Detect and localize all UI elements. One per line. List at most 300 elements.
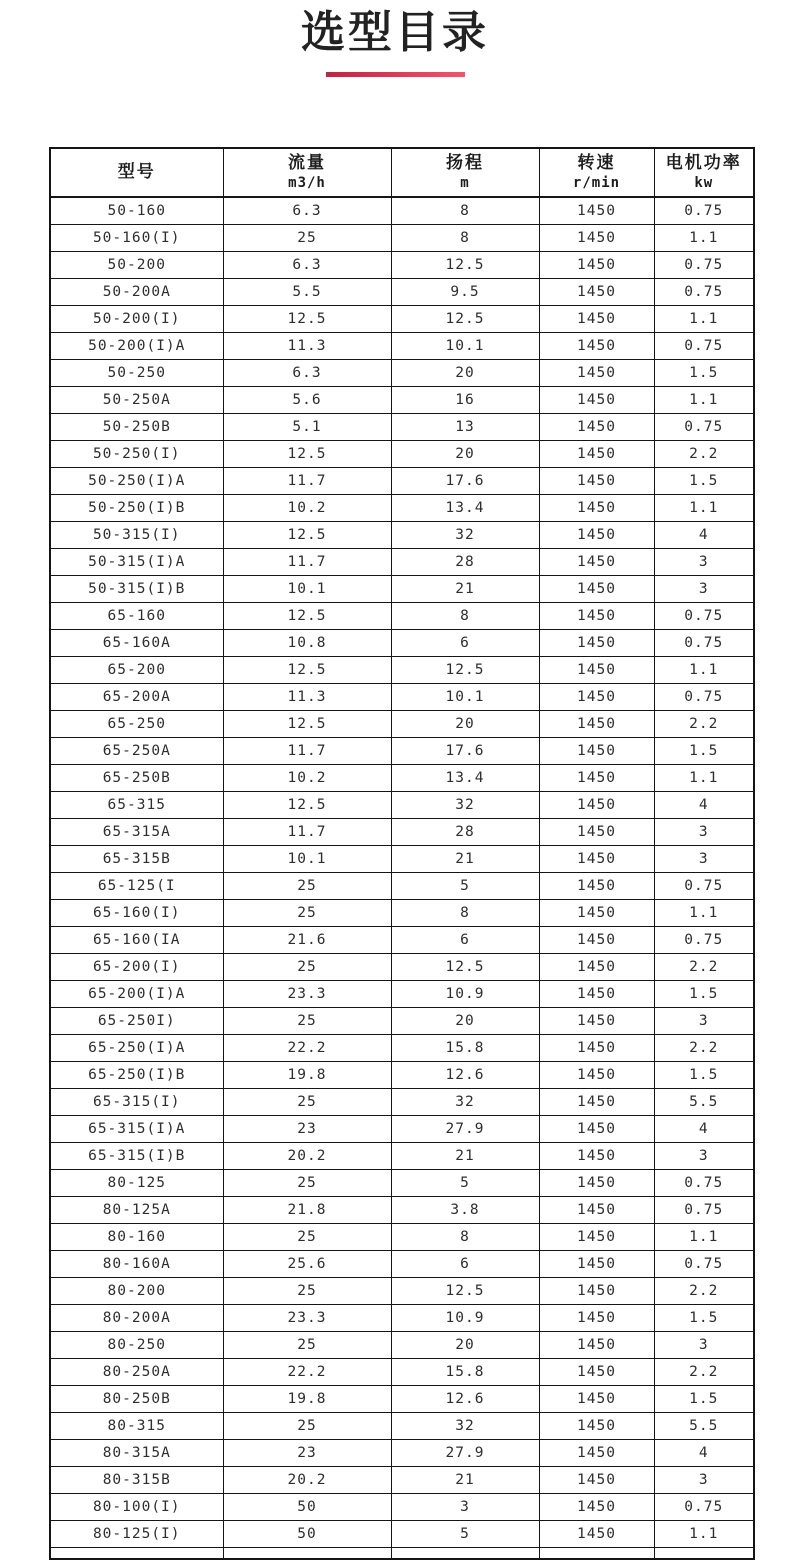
model-cell: 50-250 bbox=[50, 360, 223, 387]
value-cell: 1450 bbox=[539, 1386, 654, 1413]
value-cell: 4 bbox=[654, 1116, 754, 1143]
value-cell: 0.75 bbox=[654, 927, 754, 954]
table-row bbox=[50, 468, 754, 495]
value-cell: 12.5 bbox=[223, 441, 391, 468]
model-cell: 50-315(I)B bbox=[50, 576, 223, 603]
value-cell: 1450 bbox=[539, 846, 654, 873]
model-cell: 80-315 bbox=[50, 1413, 223, 1440]
model-cell: 50-315(I)A bbox=[50, 549, 223, 576]
table-row bbox=[50, 738, 754, 765]
value-cell: 1450 bbox=[539, 1143, 654, 1170]
model-cell: 65-250A bbox=[50, 738, 223, 765]
value-cell: 12.5 bbox=[223, 603, 391, 630]
value-cell: 1450 bbox=[539, 1116, 654, 1143]
value-cell: 4 bbox=[654, 1440, 754, 1467]
value-cell: 25 bbox=[223, 1278, 391, 1305]
value-cell: 6 bbox=[391, 1251, 539, 1278]
column-unit: m3/h bbox=[288, 174, 326, 191]
value-cell: 4 bbox=[654, 522, 754, 549]
value-cell: 1450 bbox=[539, 1008, 654, 1035]
value-cell: 11.7 bbox=[223, 738, 391, 765]
value-cell: 2.2 bbox=[654, 441, 754, 468]
value-cell: 4 bbox=[654, 792, 754, 819]
value-cell: 12.5 bbox=[391, 252, 539, 279]
value-cell: 25.6 bbox=[223, 1251, 391, 1278]
value-cell: 25 bbox=[223, 1170, 391, 1197]
value-cell: 28 bbox=[391, 549, 539, 576]
value-cell: 1450 bbox=[539, 522, 654, 549]
value-cell: 25 bbox=[223, 225, 391, 252]
table-header bbox=[50, 148, 754, 197]
table-row bbox=[50, 927, 754, 954]
value-cell: 23 bbox=[223, 1440, 391, 1467]
table-row-partial bbox=[50, 1548, 754, 1560]
value-cell: 0.75 bbox=[654, 197, 754, 225]
model-cell: 65-200(I)A bbox=[50, 981, 223, 1008]
table-row bbox=[50, 846, 754, 873]
model-cell: 50-250A bbox=[50, 387, 223, 414]
value-cell: 20.2 bbox=[223, 1143, 391, 1170]
value-cell: 10.1 bbox=[391, 684, 539, 711]
value-cell: 21 bbox=[391, 846, 539, 873]
value-cell: 21 bbox=[391, 576, 539, 603]
value-cell: 1450 bbox=[539, 1467, 654, 1494]
value-cell: 1450 bbox=[539, 225, 654, 252]
value-cell: 19.8 bbox=[223, 1062, 391, 1089]
table-row bbox=[50, 1440, 754, 1467]
empty-cell bbox=[50, 1548, 223, 1560]
value-cell: 8 bbox=[391, 1224, 539, 1251]
model-cell: 50-250(I) bbox=[50, 441, 223, 468]
value-cell: 1450 bbox=[539, 1440, 654, 1467]
value-cell: 1.1 bbox=[654, 495, 754, 522]
value-cell: 32 bbox=[391, 1413, 539, 1440]
value-cell: 12.6 bbox=[391, 1386, 539, 1413]
table-row bbox=[50, 792, 754, 819]
value-cell: 1.5 bbox=[654, 468, 754, 495]
value-cell: 1450 bbox=[539, 873, 654, 900]
value-cell: 10.1 bbox=[223, 846, 391, 873]
value-cell: 3 bbox=[654, 576, 754, 603]
value-cell: 2.2 bbox=[654, 711, 754, 738]
value-cell: 1450 bbox=[539, 819, 654, 846]
value-cell: 1450 bbox=[539, 1332, 654, 1359]
model-cell: 80-125 bbox=[50, 1170, 223, 1197]
value-cell: 5.5 bbox=[654, 1413, 754, 1440]
value-cell: 6.3 bbox=[223, 197, 391, 225]
value-cell: 3 bbox=[654, 819, 754, 846]
value-cell: 1450 bbox=[539, 1494, 654, 1521]
model-cell: 50-160(I) bbox=[50, 225, 223, 252]
value-cell: 10.1 bbox=[223, 576, 391, 603]
value-cell: 15.8 bbox=[391, 1359, 539, 1386]
table-row bbox=[50, 1494, 754, 1521]
model-cell: 50-160 bbox=[50, 197, 223, 225]
table-row bbox=[50, 819, 754, 846]
model-cell: 80-125(I) bbox=[50, 1521, 223, 1548]
value-cell: 1.1 bbox=[654, 900, 754, 927]
value-cell: 1450 bbox=[539, 1224, 654, 1251]
model-cell: 65-160A bbox=[50, 630, 223, 657]
value-cell: 10.2 bbox=[223, 495, 391, 522]
value-cell: 23.3 bbox=[223, 981, 391, 1008]
value-cell: 5.6 bbox=[223, 387, 391, 414]
value-cell: 20 bbox=[391, 711, 539, 738]
empty-cell bbox=[391, 1548, 539, 1560]
table-row bbox=[50, 657, 754, 684]
header-row bbox=[50, 148, 754, 197]
value-cell: 1450 bbox=[539, 603, 654, 630]
column-header-power bbox=[654, 148, 754, 197]
model-cell: 80-315A bbox=[50, 1440, 223, 1467]
value-cell: 25 bbox=[223, 1332, 391, 1359]
value-cell: 9.5 bbox=[391, 279, 539, 306]
model-cell: 65-250 bbox=[50, 711, 223, 738]
model-cell: 50-250(I)A bbox=[50, 468, 223, 495]
value-cell: 1450 bbox=[539, 360, 654, 387]
model-cell: 80-250A bbox=[50, 1359, 223, 1386]
value-cell: 1450 bbox=[539, 468, 654, 495]
value-cell: 1450 bbox=[539, 414, 654, 441]
model-cell: 65-125(I bbox=[50, 873, 223, 900]
model-cell: 80-160 bbox=[50, 1224, 223, 1251]
value-cell: 3 bbox=[654, 1143, 754, 1170]
value-cell: 1450 bbox=[539, 1062, 654, 1089]
table-row bbox=[50, 603, 754, 630]
value-cell: 0.75 bbox=[654, 603, 754, 630]
model-cell: 65-250B bbox=[50, 765, 223, 792]
value-cell: 10.1 bbox=[391, 333, 539, 360]
value-cell: 1450 bbox=[539, 1278, 654, 1305]
table-row bbox=[50, 765, 754, 792]
value-cell: 25 bbox=[223, 1008, 391, 1035]
table-row bbox=[50, 1089, 754, 1116]
table-row bbox=[50, 279, 754, 306]
table-row bbox=[50, 360, 754, 387]
value-cell: 0.75 bbox=[654, 1494, 754, 1521]
value-cell: 2.2 bbox=[654, 1035, 754, 1062]
value-cell: 11.7 bbox=[223, 549, 391, 576]
value-cell: 50 bbox=[223, 1521, 391, 1548]
model-cell: 65-160(IA bbox=[50, 927, 223, 954]
table-row bbox=[50, 873, 754, 900]
table-row bbox=[50, 684, 754, 711]
value-cell: 1450 bbox=[539, 927, 654, 954]
value-cell: 3.8 bbox=[391, 1197, 539, 1224]
value-cell: 1.5 bbox=[654, 360, 754, 387]
model-cell: 65-250(I)B bbox=[50, 1062, 223, 1089]
table-row bbox=[50, 1116, 754, 1143]
value-cell: 1450 bbox=[539, 279, 654, 306]
value-cell: 1450 bbox=[539, 333, 654, 360]
model-cell: 65-315(I)B bbox=[50, 1143, 223, 1170]
value-cell: 1.5 bbox=[654, 981, 754, 1008]
value-cell: 1.5 bbox=[654, 1062, 754, 1089]
value-cell: 1450 bbox=[539, 1359, 654, 1386]
value-cell: 1.1 bbox=[654, 765, 754, 792]
value-cell: 0.75 bbox=[654, 333, 754, 360]
table-row bbox=[50, 495, 754, 522]
model-cell: 65-315(I)A bbox=[50, 1116, 223, 1143]
table-row bbox=[50, 1143, 754, 1170]
value-cell: 20 bbox=[391, 1008, 539, 1035]
value-cell: 28 bbox=[391, 819, 539, 846]
value-cell: 5 bbox=[391, 1170, 539, 1197]
value-cell: 0.75 bbox=[654, 630, 754, 657]
value-cell: 3 bbox=[654, 1008, 754, 1035]
value-cell: 13 bbox=[391, 414, 539, 441]
value-cell: 0.75 bbox=[654, 873, 754, 900]
table-row bbox=[50, 1197, 754, 1224]
value-cell: 1450 bbox=[539, 495, 654, 522]
value-cell: 1.1 bbox=[654, 225, 754, 252]
model-cell: 65-250I) bbox=[50, 1008, 223, 1035]
column-label: 流量 bbox=[288, 152, 326, 173]
value-cell: 6 bbox=[391, 630, 539, 657]
value-cell: 32 bbox=[391, 792, 539, 819]
table-row bbox=[50, 711, 754, 738]
column-header-flow bbox=[223, 148, 391, 197]
column-unit: kw bbox=[694, 174, 714, 191]
table-row bbox=[50, 1062, 754, 1089]
table-row bbox=[50, 414, 754, 441]
value-cell: 8 bbox=[391, 603, 539, 630]
value-cell: 5.1 bbox=[223, 414, 391, 441]
value-cell: 1450 bbox=[539, 1251, 654, 1278]
model-cell: 80-200 bbox=[50, 1278, 223, 1305]
value-cell: 0.75 bbox=[654, 684, 754, 711]
title-underline bbox=[326, 72, 465, 77]
value-cell: 3 bbox=[654, 549, 754, 576]
value-cell: 6.3 bbox=[223, 360, 391, 387]
table-row bbox=[50, 1008, 754, 1035]
column-header-model bbox=[50, 148, 223, 197]
value-cell: 22.2 bbox=[223, 1359, 391, 1386]
value-cell: 1450 bbox=[539, 387, 654, 414]
empty-cell bbox=[539, 1548, 654, 1560]
value-cell: 0.75 bbox=[654, 414, 754, 441]
model-cell: 80-160A bbox=[50, 1251, 223, 1278]
value-cell: 5 bbox=[391, 1521, 539, 1548]
value-cell: 17.6 bbox=[391, 738, 539, 765]
value-cell: 1450 bbox=[539, 576, 654, 603]
model-cell: 80-315B bbox=[50, 1467, 223, 1494]
value-cell: 1450 bbox=[539, 900, 654, 927]
table-row bbox=[50, 1035, 754, 1062]
value-cell: 21 bbox=[391, 1143, 539, 1170]
value-cell: 5 bbox=[391, 873, 539, 900]
value-cell: 12.5 bbox=[391, 657, 539, 684]
column-header-speed bbox=[539, 148, 654, 197]
value-cell: 32 bbox=[391, 1089, 539, 1116]
model-cell: 50-200A bbox=[50, 279, 223, 306]
value-cell: 3 bbox=[654, 1332, 754, 1359]
model-cell: 65-200 bbox=[50, 657, 223, 684]
value-cell: 1.5 bbox=[654, 1386, 754, 1413]
value-cell: 3 bbox=[654, 846, 754, 873]
empty-cell bbox=[654, 1548, 754, 1560]
value-cell: 1450 bbox=[539, 1170, 654, 1197]
page-title: 选型目录 bbox=[301, 7, 489, 58]
value-cell: 13.4 bbox=[391, 495, 539, 522]
model-cell: 65-160 bbox=[50, 603, 223, 630]
table-row bbox=[50, 1413, 754, 1440]
value-cell: 1.1 bbox=[654, 1224, 754, 1251]
value-cell: 6.3 bbox=[223, 252, 391, 279]
model-cell: 65-315B bbox=[50, 846, 223, 873]
value-cell: 21.6 bbox=[223, 927, 391, 954]
model-cell: 65-250(I)A bbox=[50, 1035, 223, 1062]
value-cell: 25 bbox=[223, 1413, 391, 1440]
value-cell: 0.75 bbox=[654, 1251, 754, 1278]
model-cell: 80-200A bbox=[50, 1305, 223, 1332]
model-cell: 50-200(I) bbox=[50, 306, 223, 333]
value-cell: 11.3 bbox=[223, 684, 391, 711]
table-row bbox=[50, 1332, 754, 1359]
value-cell: 1450 bbox=[539, 954, 654, 981]
table-row bbox=[50, 1251, 754, 1278]
model-cell: 50-200(I)A bbox=[50, 333, 223, 360]
value-cell: 5.5 bbox=[654, 1089, 754, 1116]
empty-cell bbox=[223, 1548, 391, 1560]
model-cell: 50-200 bbox=[50, 252, 223, 279]
value-cell: 12.5 bbox=[223, 657, 391, 684]
value-cell: 12.5 bbox=[223, 522, 391, 549]
value-cell: 25 bbox=[223, 1224, 391, 1251]
value-cell: 1450 bbox=[539, 1305, 654, 1332]
value-cell: 27.9 bbox=[391, 1116, 539, 1143]
value-cell: 17.6 bbox=[391, 468, 539, 495]
value-cell: 0.75 bbox=[654, 279, 754, 306]
model-cell: 65-160(I) bbox=[50, 900, 223, 927]
value-cell: 1450 bbox=[539, 630, 654, 657]
value-cell: 21 bbox=[391, 1467, 539, 1494]
value-cell: 2.2 bbox=[654, 1278, 754, 1305]
value-cell: 13.4 bbox=[391, 765, 539, 792]
column-label: 型号 bbox=[117, 162, 156, 182]
value-cell: 2.2 bbox=[654, 1359, 754, 1386]
column-unit: m bbox=[460, 174, 470, 191]
value-cell: 1450 bbox=[539, 1413, 654, 1440]
table-row bbox=[50, 1359, 754, 1386]
table-row bbox=[50, 549, 754, 576]
value-cell: 1450 bbox=[539, 1197, 654, 1224]
value-cell: 2.2 bbox=[654, 954, 754, 981]
value-cell: 1450 bbox=[539, 792, 654, 819]
value-cell: 5.5 bbox=[223, 279, 391, 306]
model-cell: 50-250B bbox=[50, 414, 223, 441]
table-row bbox=[50, 954, 754, 981]
value-cell: 1450 bbox=[539, 441, 654, 468]
selection-table bbox=[49, 147, 755, 1560]
table-row bbox=[50, 225, 754, 252]
table-row bbox=[50, 1305, 754, 1332]
table-row bbox=[50, 522, 754, 549]
table-body bbox=[50, 197, 754, 1559]
value-cell: 10.8 bbox=[223, 630, 391, 657]
table-row bbox=[50, 1278, 754, 1305]
value-cell: 1450 bbox=[539, 1035, 654, 1062]
table-row bbox=[50, 333, 754, 360]
table-row bbox=[50, 1170, 754, 1197]
column-label: 电机功率 bbox=[665, 152, 742, 173]
value-cell: 12.5 bbox=[223, 792, 391, 819]
value-cell: 1450 bbox=[539, 1089, 654, 1116]
value-cell: 20 bbox=[391, 1332, 539, 1359]
value-cell: 20 bbox=[391, 441, 539, 468]
value-cell: 1.5 bbox=[654, 738, 754, 765]
value-cell: 23.3 bbox=[223, 1305, 391, 1332]
column-unit: r/min bbox=[572, 174, 621, 191]
table-row bbox=[50, 576, 754, 603]
value-cell: 50 bbox=[223, 1494, 391, 1521]
value-cell: 0.75 bbox=[654, 1170, 754, 1197]
value-cell: 10.9 bbox=[391, 981, 539, 1008]
value-cell: 19.8 bbox=[223, 1386, 391, 1413]
model-cell: 80-250B bbox=[50, 1386, 223, 1413]
value-cell: 1450 bbox=[539, 306, 654, 333]
value-cell: 3 bbox=[391, 1494, 539, 1521]
value-cell: 1450 bbox=[539, 657, 654, 684]
table-row bbox=[50, 981, 754, 1008]
value-cell: 16 bbox=[391, 387, 539, 414]
value-cell: 1.1 bbox=[654, 387, 754, 414]
table-row bbox=[50, 630, 754, 657]
value-cell: 12.6 bbox=[391, 1062, 539, 1089]
table-row bbox=[50, 306, 754, 333]
value-cell: 10.2 bbox=[223, 765, 391, 792]
value-cell: 25 bbox=[223, 1089, 391, 1116]
model-cell: 80-125A bbox=[50, 1197, 223, 1224]
value-cell: 0.75 bbox=[654, 252, 754, 279]
model-cell: 65-315 bbox=[50, 792, 223, 819]
table-row bbox=[50, 1224, 754, 1251]
column-label: 转速 bbox=[577, 152, 616, 173]
value-cell: 15.8 bbox=[391, 1035, 539, 1062]
value-cell: 1.5 bbox=[654, 1305, 754, 1332]
column-header-head bbox=[391, 148, 539, 197]
table-row bbox=[50, 197, 754, 225]
value-cell: 8 bbox=[391, 197, 539, 225]
table-row bbox=[50, 1521, 754, 1548]
value-cell: 1450 bbox=[539, 981, 654, 1008]
value-cell: 8 bbox=[391, 225, 539, 252]
value-cell: 3 bbox=[654, 1467, 754, 1494]
value-cell: 1450 bbox=[539, 549, 654, 576]
value-cell: 12.5 bbox=[223, 306, 391, 333]
value-cell: 11.7 bbox=[223, 468, 391, 495]
value-cell: 12.5 bbox=[223, 711, 391, 738]
table-row bbox=[50, 441, 754, 468]
column-label: 扬程 bbox=[446, 152, 484, 173]
model-cell: 80-100(I) bbox=[50, 1494, 223, 1521]
value-cell: 1.1 bbox=[654, 306, 754, 333]
model-cell: 50-315(I) bbox=[50, 522, 223, 549]
value-cell: 1450 bbox=[539, 684, 654, 711]
table-row bbox=[50, 1386, 754, 1413]
value-cell: 25 bbox=[223, 900, 391, 927]
table-row bbox=[50, 387, 754, 414]
value-cell: 10.9 bbox=[391, 1305, 539, 1332]
value-cell: 21.8 bbox=[223, 1197, 391, 1224]
value-cell: 1450 bbox=[539, 765, 654, 792]
table-row bbox=[50, 900, 754, 927]
value-cell: 23 bbox=[223, 1116, 391, 1143]
value-cell: 20.2 bbox=[223, 1467, 391, 1494]
table-row bbox=[50, 252, 754, 279]
value-cell: 12.5 bbox=[391, 1278, 539, 1305]
value-cell: 1450 bbox=[539, 1521, 654, 1548]
